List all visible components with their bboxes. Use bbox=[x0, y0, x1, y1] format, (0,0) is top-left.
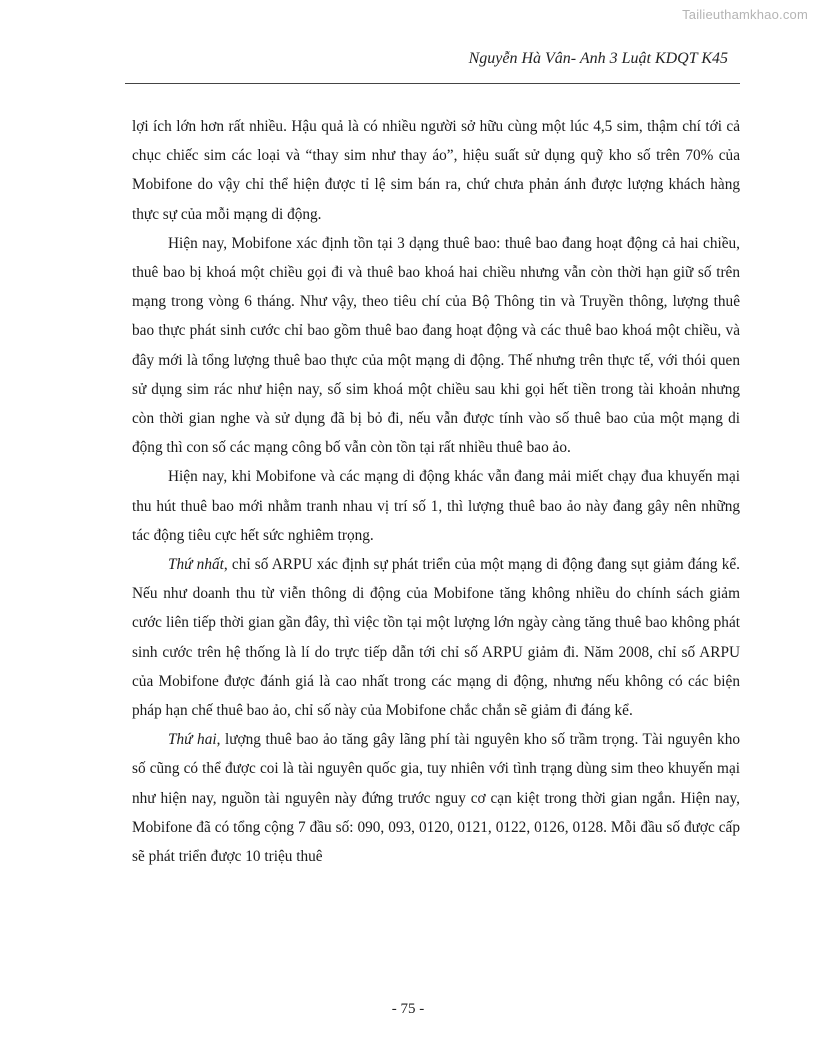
paragraph-2: Hiện nay, Mobifone xác định tồn tại 3 dạng thuê bao: thuê bao đang hoạt động cả hai chiều, thuê bao bị khoá một chiều gọi đi và thuê bao khoá hai chiều nhưng vẫn còn thời hạn giữ số trên mạng trong vòng 6 tháng. Như vậy, theo tiêu chí của Bộ Thông tin và Truyền thông, lượng thuê bao thực phát sinh cước chỉ bao gồm thuê bao đang hoạt động và các thuê bao khoá một chiều, và đây mới là tổng lượng thuê bao thực của một mạng di động. Thế nhưng trên thực tế, với thói quen sử dụng sim rác như hiện nay, số sim khoá một chiều sau khi gọi hết tiền trong tài khoản nhưng còn thời gian nghe và sử dụng đã bị bỏ đi, nếu vẫn được tính vào số thuê bao của một mạng di động thì con số các mạng công bố vẫn còn tồn tại rất nhiều thuê bao ảo. bbox=[132, 234, 740, 457]
paragraph-3: Hiện nay, khi Mobifone và các mạng di động khác vẫn đang mải miết chạy đua khuyến mại thu hút thuê bao mới nhằm tranh nhau vị trí số 1, thì lượng thuê bao ảo này đang gây nên những tác động tiêu cực hết sức nghiêm trọng. bbox=[132, 468, 740, 544]
paragraph-4-lead: Thứ nhất bbox=[168, 556, 224, 574]
running-header: Nguyễn Hà Vân- Anh 3 Luật KDQT K45 bbox=[468, 50, 728, 67]
paragraph-1: lợi ích lớn hơn rất nhiều. Hậu quả là có nhiều người sở hữu cùng một lúc 4,5 sim, thậm chí tới cả chục chiếc sim các loại và “thay sim như thay áo”, hiệu suất sử dụng quỹ kho số trên 70% của Mobifone do vậy chỉ thể hiện được tỉ lệ sim bán ra, chứ chưa phản ánh được lượng khách hàng thực sự của mỗi mạng di động. bbox=[132, 118, 740, 223]
watermark-text: Tailieuthamkhao.com bbox=[682, 7, 808, 22]
paragraph-5 bbox=[132, 725, 740, 871]
paragraph-5-lead: Thứ hai bbox=[168, 731, 217, 749]
paragraph-4 bbox=[132, 550, 740, 725]
paragraph-4-text: , chỉ số ARPU xác định sự phát triển của một mạng di động đang sụt giảm đáng kể. Nếu như doanh thu từ viễn thông di động của Mobifone tăng không nhiều do chính sách giảm cước liên tiếp thời gian gần đây, thì việc tồn tại một lượng lớn ngày càng tăng thuê bao không phát sinh cước trên hệ thống là lí do trực tiếp dẫn tới chỉ số ARPU giảm đi. Năm 2008, chỉ số ARPU của Mobifone được đánh giá là cao nhất trong các mạng di động, nhưng nếu không có các biện pháp hạn chế thuê bao ảo, chỉ số này của Mobifone chắc chắn sẽ giảm đi đáng kể. bbox=[132, 556, 740, 720]
page-number: - 75 - bbox=[391, 1001, 425, 1017]
paragraph-5-text: , lượng thuê bao ảo tăng gây lãng phí tài nguyên kho số trầm trọng. Tài nguyên kho số cũng có thể được coi là tài nguyên quốc gia, tuy nhiên với tình trạng dùng sim theo khuyến mại như hiện nay, nguồn tài nguyên này đứng trước nguy cơ cạn kiệt trong thời gian ngắn. Hiện nay, Mobifone đã có tổng cộng 7 đầu số: 090, 093, 0120, 0121, 0122, 0126, 0128. Mỗi đầu số được cấp sẽ phát triển được 10 triệu thuê bbox=[132, 731, 741, 866]
header-divider bbox=[125, 83, 740, 84]
body-text bbox=[132, 112, 740, 871]
